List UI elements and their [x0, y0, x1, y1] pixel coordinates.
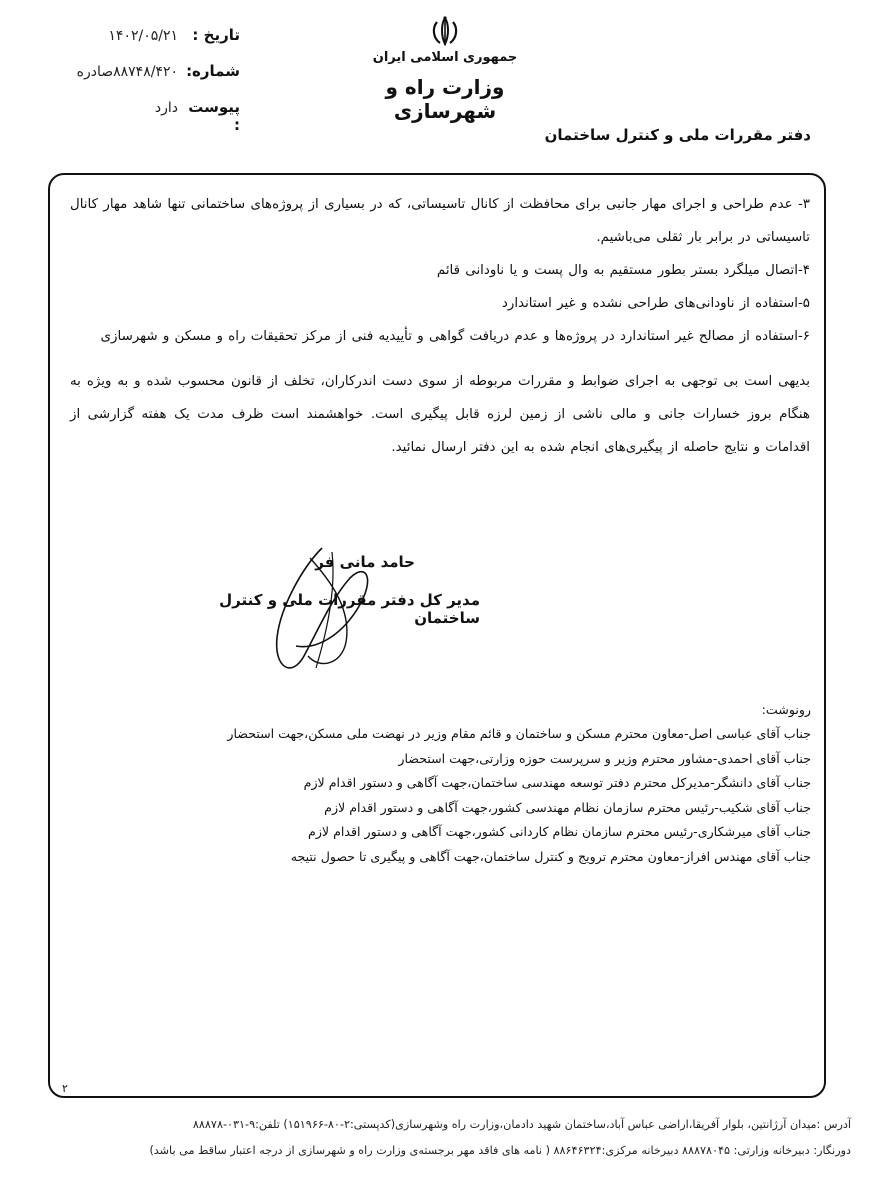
- page-number: ۲: [62, 1082, 68, 1095]
- item-3: ۳- عدم طراحی و اجرای مهار جانبی برای محافظت از کانال تاسیساتی، که در بسیاری از پروژه‌های ساختمانی تنها شاهد مهار کانال تاسیساتی در برابر بار ثقلی می‌باشیم.: [70, 197, 810, 245]
- number-value: ۸۸۷۴۸/۴۲۰صادره: [76, 64, 178, 80]
- item-5: ۵-استفاده از ناودانی‌های طراحی نشده و غیر استاندارد: [501, 296, 810, 311]
- number-label: شماره:: [186, 62, 240, 80]
- cc-item: جناب آقای دانشگر-مدیرکل محترم دفتر توسعه مهندسی ساختمان،جهت آگاهی و دستور اقدام لازم: [303, 775, 811, 791]
- letter-footer: [19, 1112, 851, 1164]
- ministry-title: وزارت راه و شهرسازی: [385, 75, 505, 123]
- attachment-row: [30, 98, 240, 134]
- attachment-label: پیوست :: [188, 98, 240, 134]
- item-4: ۴-اتصال میلگرد بستر بطور مستقیم به وال پست و یا ناودانی قائم: [436, 263, 810, 278]
- date-value: ۱۴۰۲/۰۵/۲۱: [108, 28, 178, 44]
- signature-block: [180, 553, 480, 627]
- signer-title: مدیر کل دفتر مقررات ملی و کنترل ساختمان: [219, 591, 480, 627]
- paragraph-gap: [70, 353, 810, 365]
- cc-list: [51, 702, 811, 870]
- iran-emblem-icon: [428, 14, 462, 48]
- footer-fax: دورنگار: دبیرخانه وزارتی: ۸۸۸۷۸۰۴۵ دبیرخانه مرکزی:۸۸۶۴۶۳۲۴ ( نامه های فاقد مهر برجسته‌ی وزارت راه و شهرسازی از درجه اعتبار ساقط می باشد): [149, 1144, 851, 1157]
- cc-item: جناب آقای احمدی-مشاور محترم وزیر و سرپرست حوزه وزارتی،جهت استحضار: [398, 750, 811, 766]
- attachment-value: دارد: [154, 100, 178, 116]
- office-title: دفتر مقررات ملی و کنترل ساختمان: [544, 126, 811, 144]
- letterhead: [340, 14, 550, 123]
- cc-title: رونوشت:: [761, 702, 811, 717]
- cc-item: جناب آقای میرشکاری-رئیس محترم سازمان نظام کاردانی کشور،جهت آگاهی و دستور اقدام لازم: [308, 824, 811, 840]
- signer-name: حامد مانی فر: [315, 553, 415, 571]
- date-label: تاریخ :: [192, 26, 240, 44]
- number-row: [30, 62, 240, 98]
- letter-body: [70, 188, 810, 464]
- letter-meta: [30, 26, 240, 134]
- republic-title: جمهوری اسلامی ایران: [372, 50, 518, 65]
- cc-item: جناب آقای شکیب-رئیس محترم سازمان نظام مهندسی کشور،جهت آگاهی و دستور اقدام لازم: [324, 799, 811, 815]
- footer-address: آدرس :میدان آرژانتین، بلوار آفریقا،اراضی عباس آباد،ساختمان شهید دادمان،وزارت راه وشهرسازی(کدپستی:۲-۸۰-۱۵۱۹۶۶) تلفن:۹-۰۳۱-۸۸۸۷۸: [192, 1118, 851, 1131]
- item-6: ۶-استفاده از مصالح غیر استاندارد در پروژه‌ها و عدم دریافت گواهی و تأییدیه فنی از مرکز تحقیقات راه و مسکن و شهرسازی: [100, 329, 810, 344]
- cc-item: جناب آقای مهندس افراز-معاون محترم ترویج و کنترل ساختمان،جهت آگاهی و پیگیری تا حصول نتیجه: [290, 848, 811, 864]
- closing-paragraph: بدیهی است بی توجهی به اجرای ضوابط و مقررات مربوطه از سوی دست اندرکاران، تخلف از قانون محسوب شده و به ویژه به هنگام بروز خسارات جانی و مالی ناشی از زمین لرزه قابل پیگیری است. خواهشمند است ظرف مدت یک هفته گزارشی از اقدامات و نتایج حاصله از پیگیری‌های انجام شده به این دفتر ارسال نمائید.: [70, 374, 810, 455]
- date-row: [30, 26, 240, 62]
- cc-item: جناب آقای عباسی اصل-معاون محترم مسکن و ساختمان و قائم مقام وزیر در نهضت ملی مسکن،جهت استحضار: [227, 726, 811, 741]
